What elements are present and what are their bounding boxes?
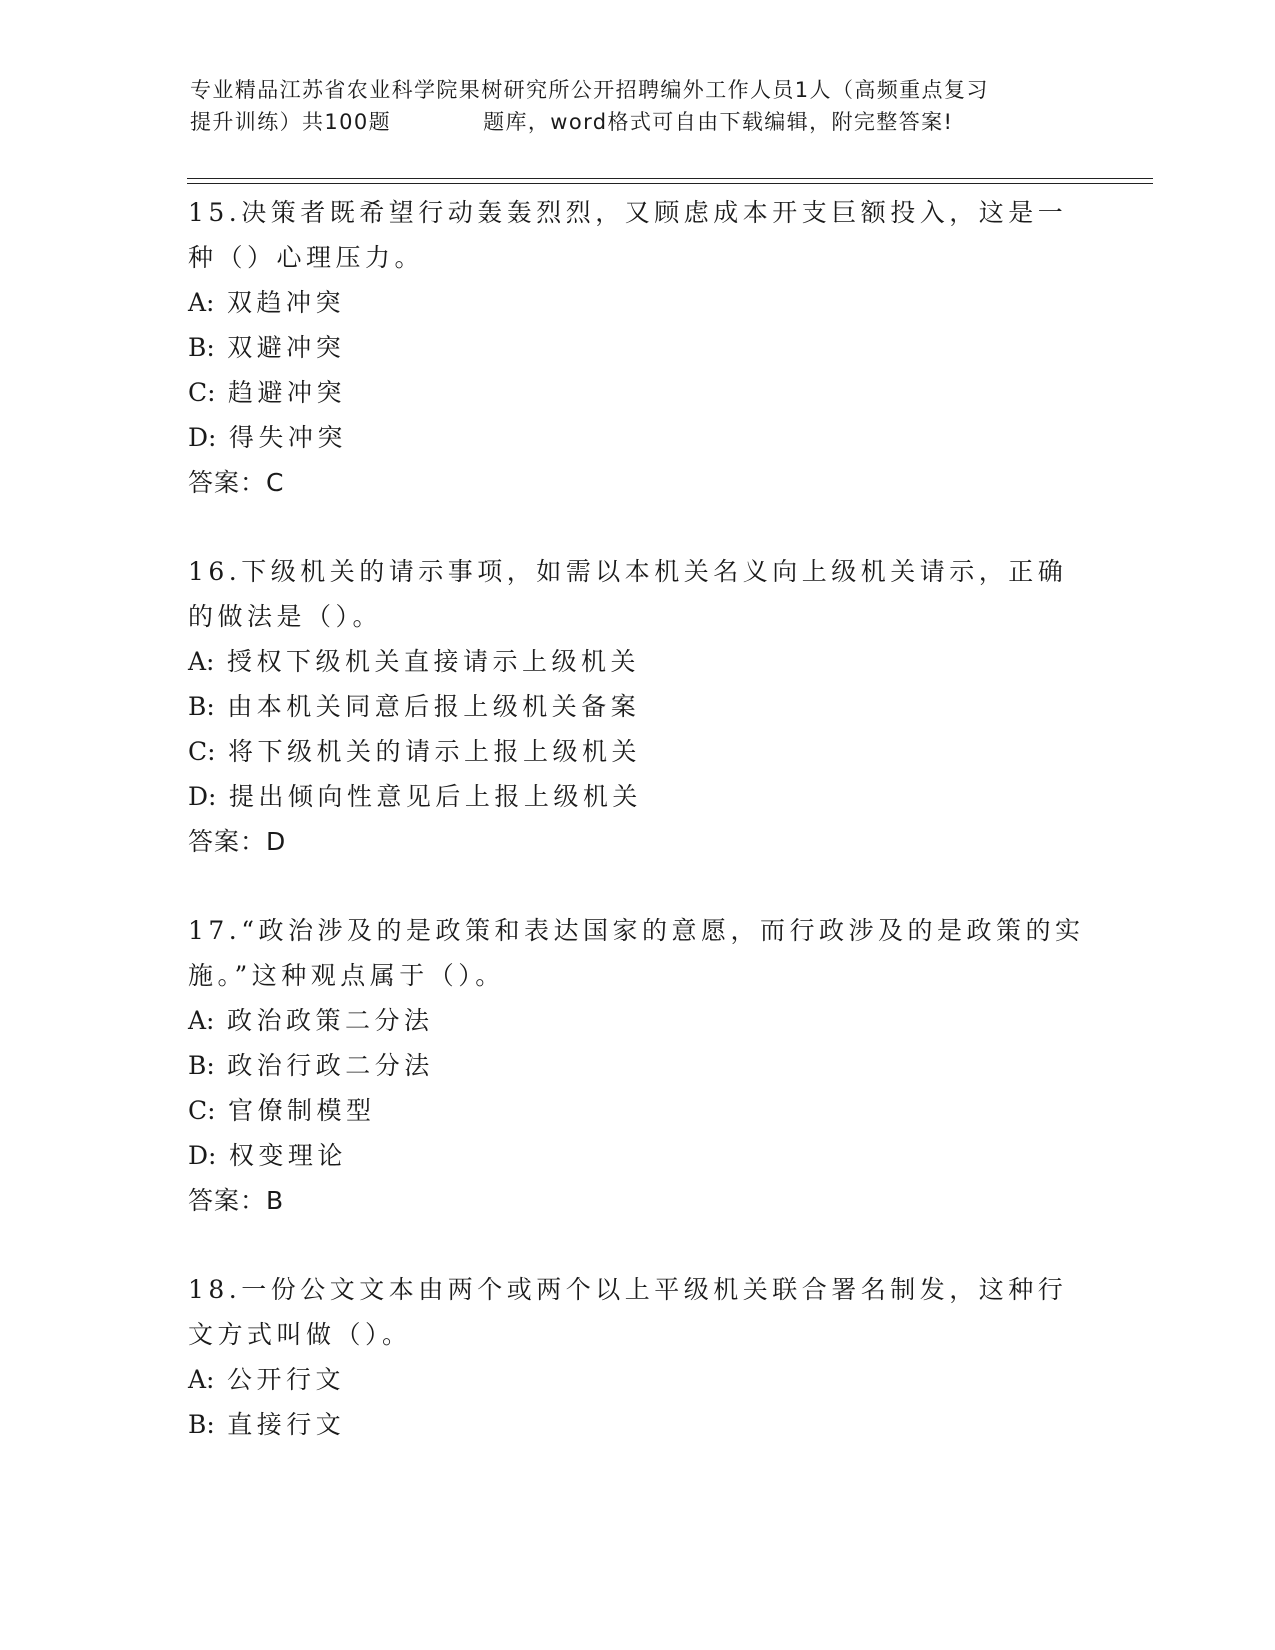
- option-key: A:: [188, 1365, 215, 1394]
- option-text: 权变理论: [228, 1141, 347, 1170]
- option-c: [188, 370, 1088, 415]
- question-17: [188, 908, 1088, 1223]
- question-stem: 15.决策者既希望行动轰轰烈烈，又顾虑成本开支巨额投入，这是一种（）心理压力。: [188, 198, 1068, 272]
- option-text: 双趋冲突: [226, 288, 345, 317]
- option-key: C:: [188, 378, 216, 407]
- answer: 答案：C: [188, 468, 285, 497]
- option-key: B:: [188, 692, 215, 721]
- header-line-2-right: 题库，word格式可自由下载编辑，附完整答案!: [483, 110, 954, 134]
- option-text: 政治政策二分法: [226, 1006, 434, 1035]
- option-d: [188, 415, 1088, 460]
- option-text: 官僚制模型: [228, 1096, 376, 1125]
- option-text: 由本机关同意后报上级机关备案: [227, 692, 641, 721]
- option-a: [188, 1357, 1088, 1402]
- question-stem: 17.“政治涉及的是政策和表达国家的意愿，而行政涉及的是政策的实施。”这种观点属于（）。: [188, 916, 1085, 990]
- option-key: B:: [188, 333, 215, 362]
- option-a: [188, 998, 1088, 1043]
- option-key: C:: [188, 737, 216, 766]
- option-d: [188, 1133, 1088, 1178]
- option-key: D:: [188, 782, 217, 811]
- header-line-1: 专业精品江苏省农业科学院果树研究所公开招聘编外工作人员1人（高频重点复习: [190, 78, 989, 102]
- option-key: B:: [188, 1410, 215, 1439]
- header-divider-top: [187, 178, 1153, 179]
- option-key: D:: [188, 423, 217, 452]
- question-15: [188, 190, 1088, 505]
- option-a: [188, 639, 1088, 684]
- answer: 答案：B: [188, 1186, 285, 1215]
- document-header: [190, 74, 1100, 138]
- option-text: 公开行文: [226, 1365, 345, 1394]
- option-text: 将下级机关的请示上报上级机关: [228, 737, 642, 766]
- question-list: [188, 190, 1088, 1491]
- question-18: [188, 1267, 1088, 1447]
- option-b: [188, 1043, 1088, 1088]
- option-b: [188, 684, 1088, 729]
- option-a: [188, 280, 1088, 325]
- question-stem: 16.下级机关的请示事项，如需以本机关名义向上级机关请示，正确的做法是（）。: [188, 557, 1068, 631]
- option-b: [188, 1402, 1088, 1447]
- option-text: 得失冲突: [228, 423, 347, 452]
- header-divider-bottom: [187, 183, 1153, 184]
- option-text: 趋避冲突: [228, 378, 347, 407]
- option-key: A:: [188, 1006, 215, 1035]
- answer: 答案：D: [188, 827, 287, 856]
- option-b: [188, 325, 1088, 370]
- option-key: A:: [188, 647, 215, 676]
- option-key: A:: [188, 288, 215, 317]
- option-key: D:: [188, 1141, 217, 1170]
- question-stem: 18.一份公文文本由两个或两个以上平级机关联合署名制发，这种行文方式叫做（）。: [188, 1275, 1068, 1349]
- header-line-2-left: 提升训练）共100题: [190, 110, 392, 134]
- option-text: 政治行政二分法: [227, 1051, 434, 1080]
- option-key: C:: [188, 1096, 216, 1125]
- option-text: 授权下级机关直接请示上级机关: [226, 647, 640, 676]
- option-text: 直接行文: [227, 1410, 346, 1439]
- option-d: [188, 774, 1088, 819]
- question-16: [188, 549, 1088, 864]
- option-text: 双避冲突: [227, 333, 346, 362]
- option-c: [188, 729, 1088, 774]
- header-line-2: [190, 106, 1100, 138]
- option-key: B:: [188, 1051, 215, 1080]
- option-c: [188, 1088, 1088, 1133]
- option-text: 提出倾向性意见后上报上级机关: [228, 782, 642, 811]
